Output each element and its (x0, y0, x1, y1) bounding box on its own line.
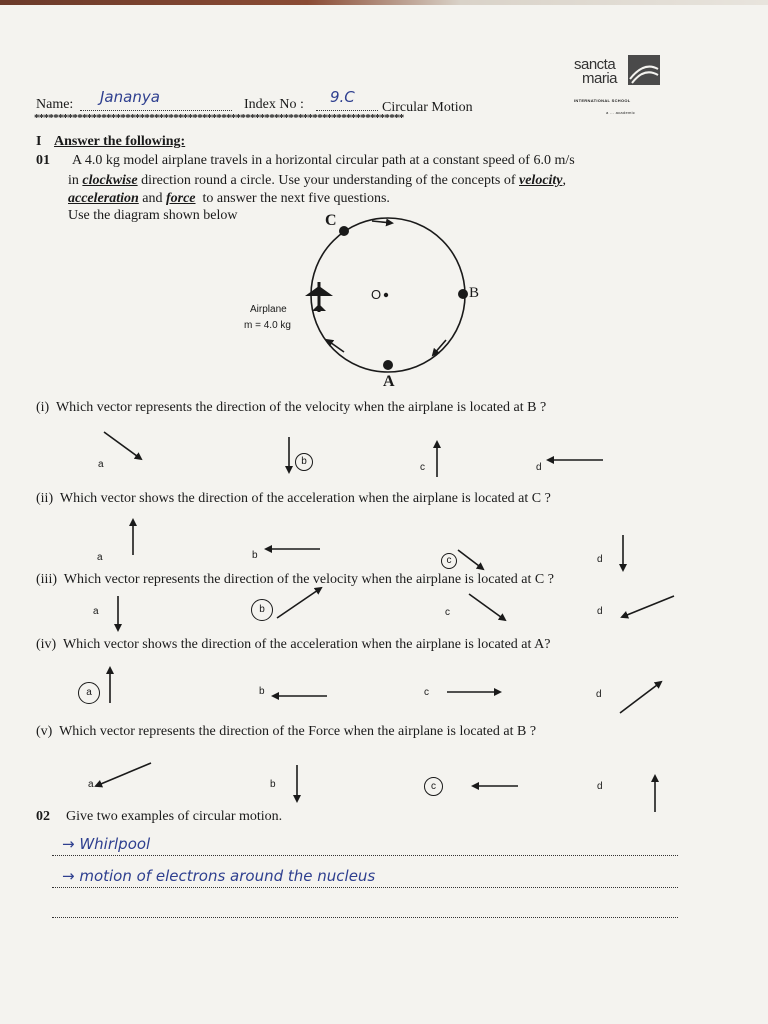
q-ii: (ii) Which vector shows the direction of the acceleration when the airplane is located at C ? (36, 491, 551, 506)
label-B: B (469, 285, 480, 301)
q-v: (v) Which vector represents the direction of the Force when the airplane is located at B ? (36, 724, 537, 739)
star-divider: ***************************************************************************** (34, 112, 404, 124)
subject-title: Circular Motion (382, 100, 473, 115)
q-i-option-c[interactable]: c (420, 462, 425, 473)
q-i: (i) Which vector represents the direction of the velocity when the airplane is located at B ? (36, 400, 547, 415)
q-ii-option-b[interactable]: b (252, 550, 258, 561)
name-label: Name: (36, 97, 74, 112)
q3-vector-b (277, 588, 321, 618)
name-value: Jananya (100, 88, 160, 106)
index-value: 9.C (330, 88, 355, 106)
index-label: Index No : (244, 97, 304, 112)
q2-number: 02 (36, 809, 50, 824)
kw-force: force (165, 191, 196, 206)
q3-vector-c (469, 594, 505, 620)
q-iv-option-c[interactable]: c (424, 687, 429, 698)
q1-vector-a (104, 432, 141, 459)
q-v-option-c-selected[interactable]: c (424, 777, 443, 796)
label-C: C (325, 212, 337, 229)
q2-text: Give two examples of circular motion. (66, 809, 283, 824)
answer-2-text: → motion of electrons around the nucleus (62, 867, 376, 885)
q-iii: (iii) Which vector represents the direction of the velocity when the airplane is located at C ? (36, 572, 554, 587)
use-diagram-text: Use the diagram shown below (68, 208, 238, 223)
q-iv-option-a-selected[interactable]: a (78, 682, 100, 704)
section-title: Answer the following: (54, 134, 186, 149)
q-i-option-a[interactable]: a (98, 459, 104, 470)
q-iii-option-d[interactable]: d (597, 606, 603, 617)
q-iv-option-d[interactable]: d (596, 689, 602, 700)
center-label: O (371, 287, 382, 302)
q-iii-option-a[interactable]: a (93, 606, 99, 617)
q4-vector-d (620, 682, 661, 713)
q2-vector-c (458, 550, 483, 569)
kw-velocity: velocity (519, 173, 563, 188)
label-A: A (383, 373, 395, 390)
q-i-option-b-selected[interactable]: b (295, 453, 313, 471)
q-ii-option-d[interactable]: d (597, 554, 603, 565)
answer-1-text: → Whirlpool (62, 835, 151, 853)
q-iv-option-b[interactable]: b (259, 686, 265, 697)
q5-vector-a (96, 763, 151, 786)
q-v-option-b[interactable]: b (270, 779, 276, 790)
kw-acceleration: acceleration (68, 191, 139, 206)
logo-line1: sancta (574, 56, 616, 73)
logo-tagline2: a ... academic (606, 110, 636, 115)
q-iii-option-c[interactable]: c (445, 607, 450, 618)
mass-label: m = 4.0 kg (244, 320, 291, 331)
airplane-label: Airplane (250, 304, 287, 315)
kw-clockwise: clockwise (82, 173, 138, 188)
section-numeral: I (36, 134, 42, 149)
q1-text-line3: acceleration and force to answer the next five questions. (68, 191, 390, 206)
q1-text-line2: in clockwise direction round a circle. Use your understanding of the concepts of velocity, (68, 173, 567, 188)
q-v-option-a[interactable]: a (88, 779, 94, 790)
q1-text-line1: A 4.0 kg model airplane travels in a horizontal circular path at a constant speed of 6.0 m/s (72, 153, 575, 168)
q1-number: 01 (36, 153, 50, 168)
q-i-option-d[interactable]: d (536, 462, 542, 473)
q-iv: (iv) Which vector shows the direction of the acceleration when the airplane is located at A? (36, 637, 551, 652)
q-v-option-d[interactable]: d (597, 781, 603, 792)
logo-tagline1: INTERNATIONAL SCHOOL (574, 98, 631, 103)
q-ii-option-c-selected[interactable]: c (441, 553, 457, 569)
q-iii-option-b-selected[interactable]: b (251, 599, 273, 621)
q3-vector-d (622, 596, 674, 617)
q-ii-option-a[interactable]: a (97, 552, 103, 563)
answer-line-3[interactable] (52, 903, 678, 918)
logo-line2: maria (582, 70, 618, 87)
